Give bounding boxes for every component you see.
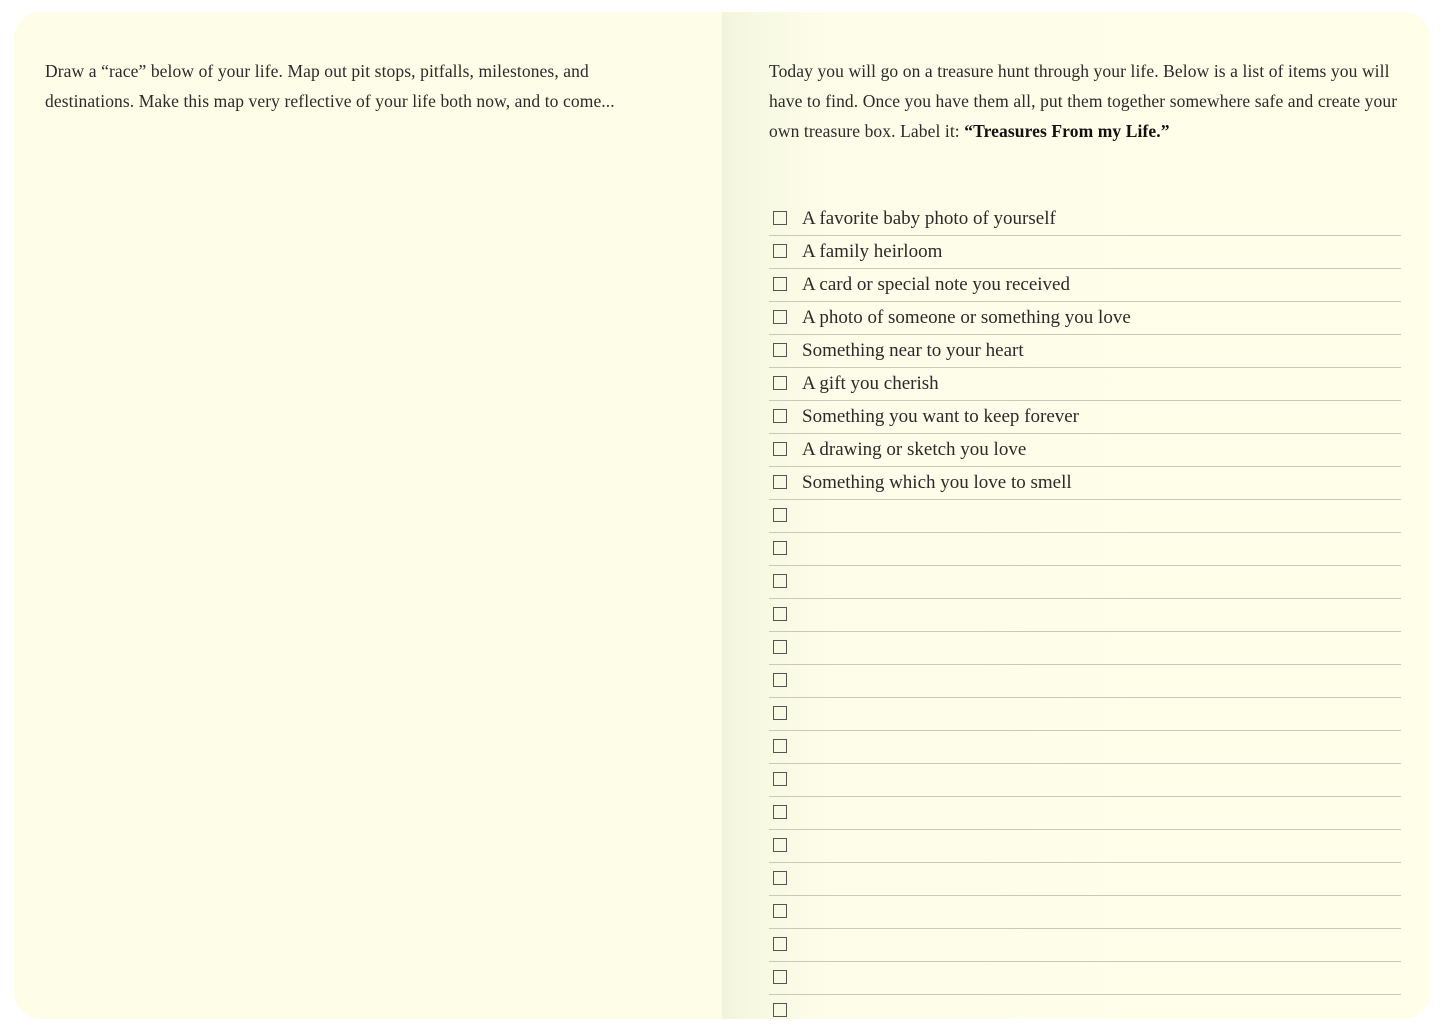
right-page — [722, 12, 1430, 1019]
checklist-item — [769, 566, 1401, 599]
checklist-item — [769, 236, 1401, 269]
checklist-item — [769, 995, 1401, 1019]
checklist-item — [769, 632, 1401, 665]
checkbox-icon[interactable] — [773, 607, 787, 621]
checkbox-icon[interactable] — [773, 673, 787, 687]
checklist-item — [769, 665, 1401, 698]
checkbox-icon[interactable] — [773, 409, 787, 423]
checkbox-icon[interactable] — [773, 970, 787, 984]
checkbox-icon[interactable] — [773, 541, 787, 555]
right-page-prompt-text: Today you will go on a treasure hunt through your life. Below is a list of items you will have to find. Once you have them all, put them together somewhere safe and create your own treasure box. Label it: — [769, 61, 1398, 141]
checklist-item — [769, 368, 1401, 401]
checkbox-icon[interactable] — [773, 310, 787, 324]
checkbox-icon[interactable] — [773, 475, 787, 489]
checklist-item — [769, 599, 1401, 632]
checkbox-icon[interactable] — [773, 838, 787, 852]
checkbox-icon[interactable] — [773, 211, 787, 225]
checklist-item-label: A photo of someone or something you love — [802, 307, 1131, 328]
left-page-prompt: Draw a “race” below of your life. Map out pit stops, pitfalls, milestones, and destinations. Make this map very reflective of your life both now, and to come... — [45, 61, 615, 111]
journal-spread — [14, 12, 1430, 1019]
checkbox-icon[interactable] — [773, 343, 787, 357]
checkbox-icon[interactable] — [773, 574, 787, 588]
checkbox-icon[interactable] — [773, 706, 787, 720]
checkbox-icon[interactable] — [773, 1003, 787, 1017]
checkbox-icon[interactable] — [773, 244, 787, 258]
checklist-item — [769, 302, 1401, 335]
checklist-item — [769, 962, 1401, 995]
checklist-item — [769, 764, 1401, 797]
checklist-item — [769, 698, 1401, 731]
checkbox-icon[interactable] — [773, 640, 787, 654]
checkbox-icon[interactable] — [773, 805, 787, 819]
treasure-checklist — [769, 203, 1401, 1019]
checklist-item-label: Something you want to keep forever — [802, 406, 1080, 427]
checkbox-icon[interactable] — [773, 277, 787, 291]
treasure-box-label: “Treasures From my Life.” — [964, 121, 1170, 141]
checklist-item — [769, 269, 1401, 302]
left-page — [14, 12, 722, 1019]
checklist-item — [769, 533, 1401, 566]
checklist-item — [769, 863, 1401, 896]
checklist-item-label: A favorite baby photo of yourself — [802, 208, 1056, 229]
checklist-item-label: A gift you cherish — [802, 373, 939, 394]
checkbox-icon[interactable] — [773, 772, 787, 786]
checklist-item-label: Something near to your heart — [802, 340, 1024, 361]
checkbox-icon[interactable] — [773, 871, 787, 885]
checklist-item — [769, 335, 1401, 368]
checklist-item — [769, 401, 1401, 434]
checkbox-icon[interactable] — [773, 508, 787, 522]
checklist-item-label: Something which you love to smell — [802, 472, 1072, 493]
checklist-item-label: A card or special note you received — [802, 274, 1070, 295]
checklist-item — [769, 797, 1401, 830]
checklist-item — [769, 434, 1401, 467]
checklist-item — [769, 896, 1401, 929]
checklist-item — [769, 830, 1401, 863]
checkbox-icon[interactable] — [773, 937, 787, 951]
checkbox-icon[interactable] — [773, 376, 787, 390]
checklist-item — [769, 500, 1401, 533]
checklist-item-label: A family heirloom — [802, 241, 943, 262]
checklist-item — [769, 203, 1401, 236]
checkbox-icon[interactable] — [773, 442, 787, 456]
checkbox-icon[interactable] — [773, 739, 787, 753]
checklist-item — [769, 929, 1401, 962]
checklist-item — [769, 731, 1401, 764]
right-page-prompt — [769, 56, 1409, 146]
checklist-item — [769, 467, 1401, 500]
checklist-item-label: A drawing or sketch you love — [802, 439, 1027, 460]
checkbox-icon[interactable] — [773, 904, 787, 918]
